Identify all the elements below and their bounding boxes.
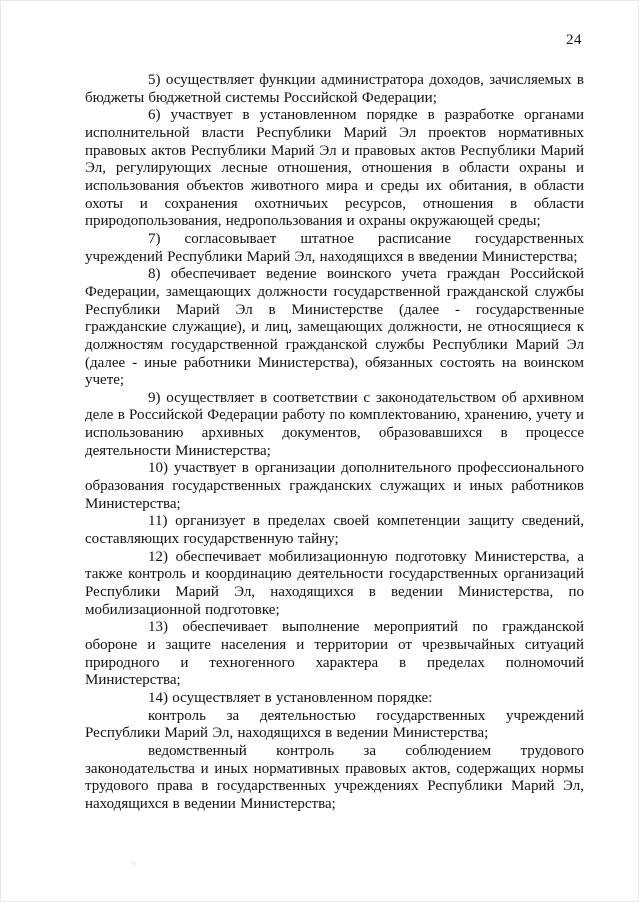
document-body (85, 72, 584, 814)
paragraph: 9) осуществляет в соответствии с законодательством об архивном деле в Российской Федерации работу по комплектованию, хранению, учету и использованию архивных документов, образовавшихся в процессе деятельности Министерства; (85, 389, 584, 459)
paragraph: 11) организует в пределах своей компетенции защиту сведений, составляющих государственную тайну; (85, 513, 584, 548)
paragraph: 10) участвует в организации дополнительного профессионального образования государственных гражданских служащих и иных работников Министерства; (85, 460, 584, 512)
paragraph: 13) обеспечивает выполнение мероприятий по гражданской обороне и защите населения и территории от чрезвычайных ситуаций природного и техногенного характера в пределах полномочий Министерства; (85, 619, 584, 689)
paragraph: 6) участвует в установленном порядке в разработке органами исполнительной власти Республики Марий Эл проектов нормативных правовых актов Республики Марий Эл и правовых актов Республики Марий Эл, регулирующих лесные отношения, отношения в области охраны и использования объектов животного мира и среды их обитания, в области охоты и сохранения охотничьих ресурсов, отношения в области природопользования, недропользования и охраны окружающей среды; (85, 107, 584, 230)
paragraph: 7) согласовывает штатное расписание государственных учреждений Республики Марий Эл, находящихся в введении Министерства; (85, 230, 584, 265)
paragraph: 5) осуществляет функции администратора доходов, зачисляемых в бюджеты бюджетной системы Российской Федерации; (85, 72, 584, 106)
paragraph: 12) обеспечивает мобилизационную подготовку Министерства, а также контроль и координацию деятельности государственных организаций Республики Марий Эл, находящихся в ведении Министерства, по мобилизационной подготовке; (85, 548, 584, 618)
page-number: 24 (566, 32, 582, 48)
paragraph: 14) осуществляет в установленном порядке: (148, 689, 433, 706)
paragraph: контроль за деятельностью государственных учреждений Республики Марий Эл, находящихся в ведении Министерства; (85, 707, 584, 742)
scan-artifact-dot (131, 861, 136, 865)
paragraph: ведомственный контроль за соблюдением трудового законодательства и иных нормативных правовых актов, содержащих нормы трудового права в государственных учреждениях Республики Марий Эл, находящихся в ведении Министерства; (85, 742, 584, 812)
paragraph: 8) обеспечивает ведение воинского учета граждан Российской Федерации, замещающих должности государственной гражданской службы Республики Марий Эл в Министерстве (далее - государственные гражданские служащие), и лиц, замещающих должности, не относящиеся к должностям государственной гражданской службы Республики Марий Эл (далее - иные работники Министерства), обязанных состоять на воинском учете; (85, 266, 584, 389)
